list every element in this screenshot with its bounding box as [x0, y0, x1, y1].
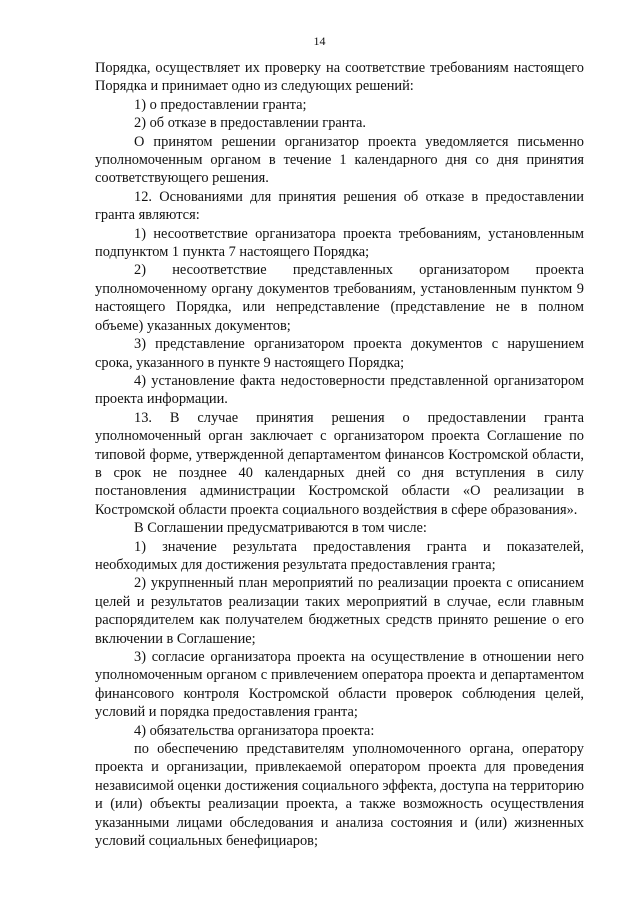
paragraph: по обеспечению представителям уполномоченного органа, оператору проекта и организации, привлекаемой оператором проекта для проведения независимой оценки достижения социального эффекта, доступа на территорию и (или) объекты реализации проекта, а также возможность осуществления указанными лицами обследования и анализа состояния и (или) жизненных условий социальных бенефициаров;	[95, 741, 584, 850]
paragraph: 1) значение результата предоставления гранта и показателей, необходимых для достижения результата предоставления гранта;	[95, 538, 584, 573]
page-number: 14	[313, 34, 326, 48]
paragraph: 3) согласие организатора проекта на осуществление в отношении него уполномоченным органом с привлечением оператора проекта и департаментом финансового контроля Костромской области проверок соблюдения целей, условий и порядка предоставления гранта;	[95, 649, 584, 721]
document-body	[95, 59, 584, 850]
paragraph: 1) несоответствие организатора проекта требованиям, установленным подпунктом 1 пункта 7 настоящего Порядка;	[95, 225, 584, 261]
paragraph: В Соглашении предусматриваются в том числе:	[134, 520, 427, 537]
paragraph: Порядка, осуществляет их проверку на соответствие требованиям настоящего Порядка и принимает одно из следующих решений:	[95, 60, 584, 95]
paragraph: 1) о предоставлении гранта;	[134, 96, 307, 113]
paragraph: 4) установление факта недостоверности представленной организатором проекта информации.	[95, 372, 584, 408]
paragraph: О принятом решении организатор проекта уведомляется письменно уполномоченным органом в течение 1 календарного дня со дня принятия соответствующего решения.	[95, 133, 584, 187]
paragraph: 13. В случае принятия решения о предоставлении гранта уполномоченный орган заключает с организатором проекта Соглашение по типовой форме, утвержденной департаментом финансов Костромской области, в срок не позднее 40 календарных дней со дня вступления в силу постановления администрации Костромской области «О реализации в Костромской области проекта социального воздействия в сфере образования».	[95, 409, 584, 518]
paragraph: 2) укрупненный план мероприятий по реализации проекта с описанием целей и результатов реализации таких мероприятий в случае, если главным распорядителем как получателем бюджетных средств принято решение о его включении в Соглашение;	[95, 575, 584, 647]
paragraph: 2) несоответствие представленных организатором проекта уполномоченному органу документов требованиям, установленным пунктом 9 настоящего Порядка, или непредставление (представление не в полном объеме) указанных документов;	[95, 262, 584, 334]
paragraph: 3) представление организатором проекта документов с нарушением срока, указанного в пункте 9 настоящего Порядка;	[95, 336, 584, 371]
paragraph: 12. Основаниями для принятия решения об отказе в предоставлении гранта являются:	[95, 188, 584, 224]
paragraph: 4) обязательства организатора проекта:	[134, 722, 375, 739]
paragraph: 2) об отказе в предоставлении гранта.	[134, 115, 366, 132]
